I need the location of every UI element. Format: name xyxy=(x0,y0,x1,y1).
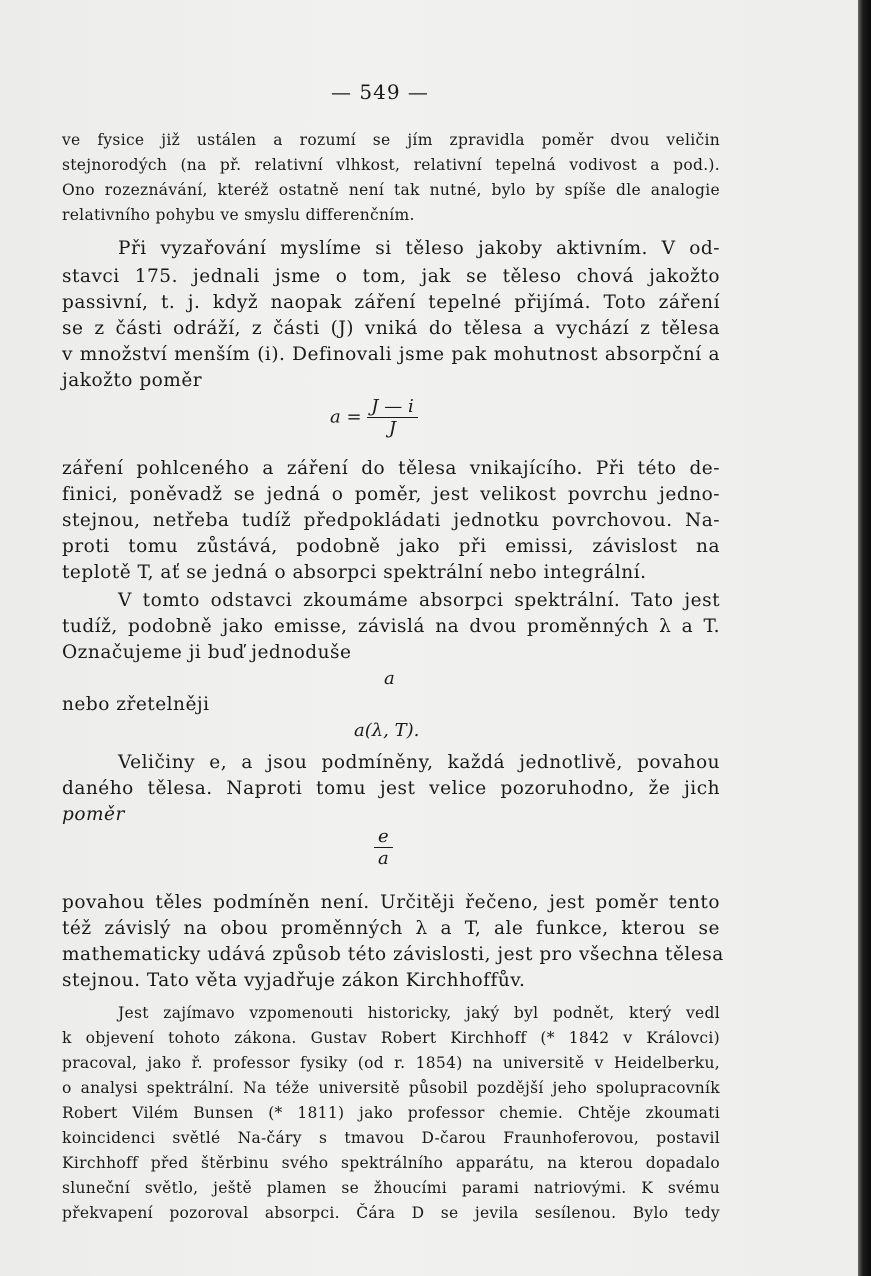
formula-ratio xyxy=(374,826,393,869)
text-line: jakožto poměr xyxy=(62,370,203,391)
text-line: proti tomu zůstává, podobně jako při emissi, závislost na xyxy=(62,536,720,557)
text-line: V tomto odstavci zkoumáme absorpci spektrální. Tato jest xyxy=(118,590,720,611)
text-line: tudíž, podobně jako emisse, závislá na dvou proměnných λ a T. xyxy=(62,616,720,637)
fraction-numerator: J — i xyxy=(367,396,417,418)
fraction xyxy=(374,826,393,869)
text-line: finici, poněvadž se jedná o poměr, jest velikost povrchu jedno- xyxy=(62,484,720,505)
fraction-denominator: a xyxy=(378,848,389,869)
text-line: Veličiny e, a jsou podmíněny, každá jednotlivě, povahou xyxy=(118,752,720,773)
text-line: ve fysice již ustálen a rozumí se jím zpravidla poměr dvou veličin xyxy=(62,131,720,149)
text-line: stejnou, netřeba tudíž předpokládati jednotku povrchovou. Na- xyxy=(62,510,720,531)
fraction-numerator: e xyxy=(374,826,393,848)
text-line: též závislý na obou proměnných λ a T, ale funkce, kterou se xyxy=(62,918,720,939)
page-binding-edge xyxy=(858,0,871,1276)
text-line: pracoval, jako ř. professor fysiky (od r. 1854) na universitě v Heidelberku, xyxy=(62,1054,720,1072)
text-line: teplotě T, ať se jedná o absorpci spektrální nebo integrální. xyxy=(62,562,647,583)
text-line: k objevení tohoto zákona. Gustav Robert Kirchhoff (* 1842 v Královci) xyxy=(62,1029,720,1047)
text-line: v množství menším (i). Definovali jsme pak mohutnost absorpční a xyxy=(62,344,720,365)
text-line: Při vyzařování myslíme si těleso jakoby aktivním. V od- xyxy=(118,238,720,259)
text-line: překvapení pozoroval absorpci. Čára D se jevila sesílenou. Bylo tedy xyxy=(62,1204,720,1222)
text-line: stejnou. Tato věta vyjadřuje zákon Kirchhoffův. xyxy=(62,970,526,991)
formula-a-lambda-t: a(λ, T). xyxy=(354,720,420,741)
text-line: stavci 175. jednali jsme o tom, jak se těleso chová jakožto xyxy=(62,266,720,287)
text-line: Kirchhoff před štěrbinu svého spektrálního apparátu, na kterou dopadalo xyxy=(62,1154,720,1172)
text-line: povahou těles podmíněn není. Určitěji řečeno, jest poměr tento xyxy=(62,892,720,913)
text-line: Ono rozeznávání, kteréž ostatně není tak nutné, bylo by spíše dle analogie xyxy=(62,181,720,199)
text-line: poměr xyxy=(62,804,125,825)
text-line: koincidenci světlé Na-čáry s tmavou D-čarou Fraunhoferovou, postavil xyxy=(62,1129,720,1147)
text-line: daného tělesa. Naproti tomu jest velice pozoruhodno, že jich xyxy=(62,778,720,799)
text-line: relativního pohybu ve smyslu differenčním. xyxy=(62,206,415,224)
text-line: Jest zajímavo vzpomenouti historicky, jaký byl podnět, který vedl xyxy=(118,1004,720,1022)
text-line: sluneční světlo, ještě plamen se žhoucími parami natriovými. K svému xyxy=(62,1179,720,1197)
text-line: nebo zřetelněji xyxy=(62,694,210,715)
text-line: Robert Vilém Bunsen (* 1811) jako professor chemie. Chtěje zkoumati xyxy=(62,1104,720,1122)
formula-absorption xyxy=(330,396,418,439)
text-line: o analysi spektrální. Na téže universitě působil pozdější jeho spolupracovník xyxy=(62,1079,720,1097)
text-line: passivní, t. j. když naopak záření tepelné přijímá. Toto záření xyxy=(62,292,720,313)
text-line: mathematicky udává způsob této závislosti, jest pro všechna tělesa xyxy=(62,944,724,965)
fraction-denominator: J xyxy=(388,418,397,439)
text-line: stejnorodých (na př. relativní vlhkost, relativní tepelná vodivost a pod.). xyxy=(62,156,720,174)
text-line: se z části odráží, z části (J) vniká do tělesa a vychází z tělesa xyxy=(62,318,720,339)
page-number: — 549 — xyxy=(331,80,429,104)
text-line: Označujeme ji buď jednoduše xyxy=(62,642,352,663)
formula-lhs: a = xyxy=(330,406,362,428)
formula-a: a xyxy=(384,668,395,689)
fraction xyxy=(367,396,417,439)
text-line: záření pohlceného a záření do tělesa vnikajícího. Při této de- xyxy=(62,458,720,479)
